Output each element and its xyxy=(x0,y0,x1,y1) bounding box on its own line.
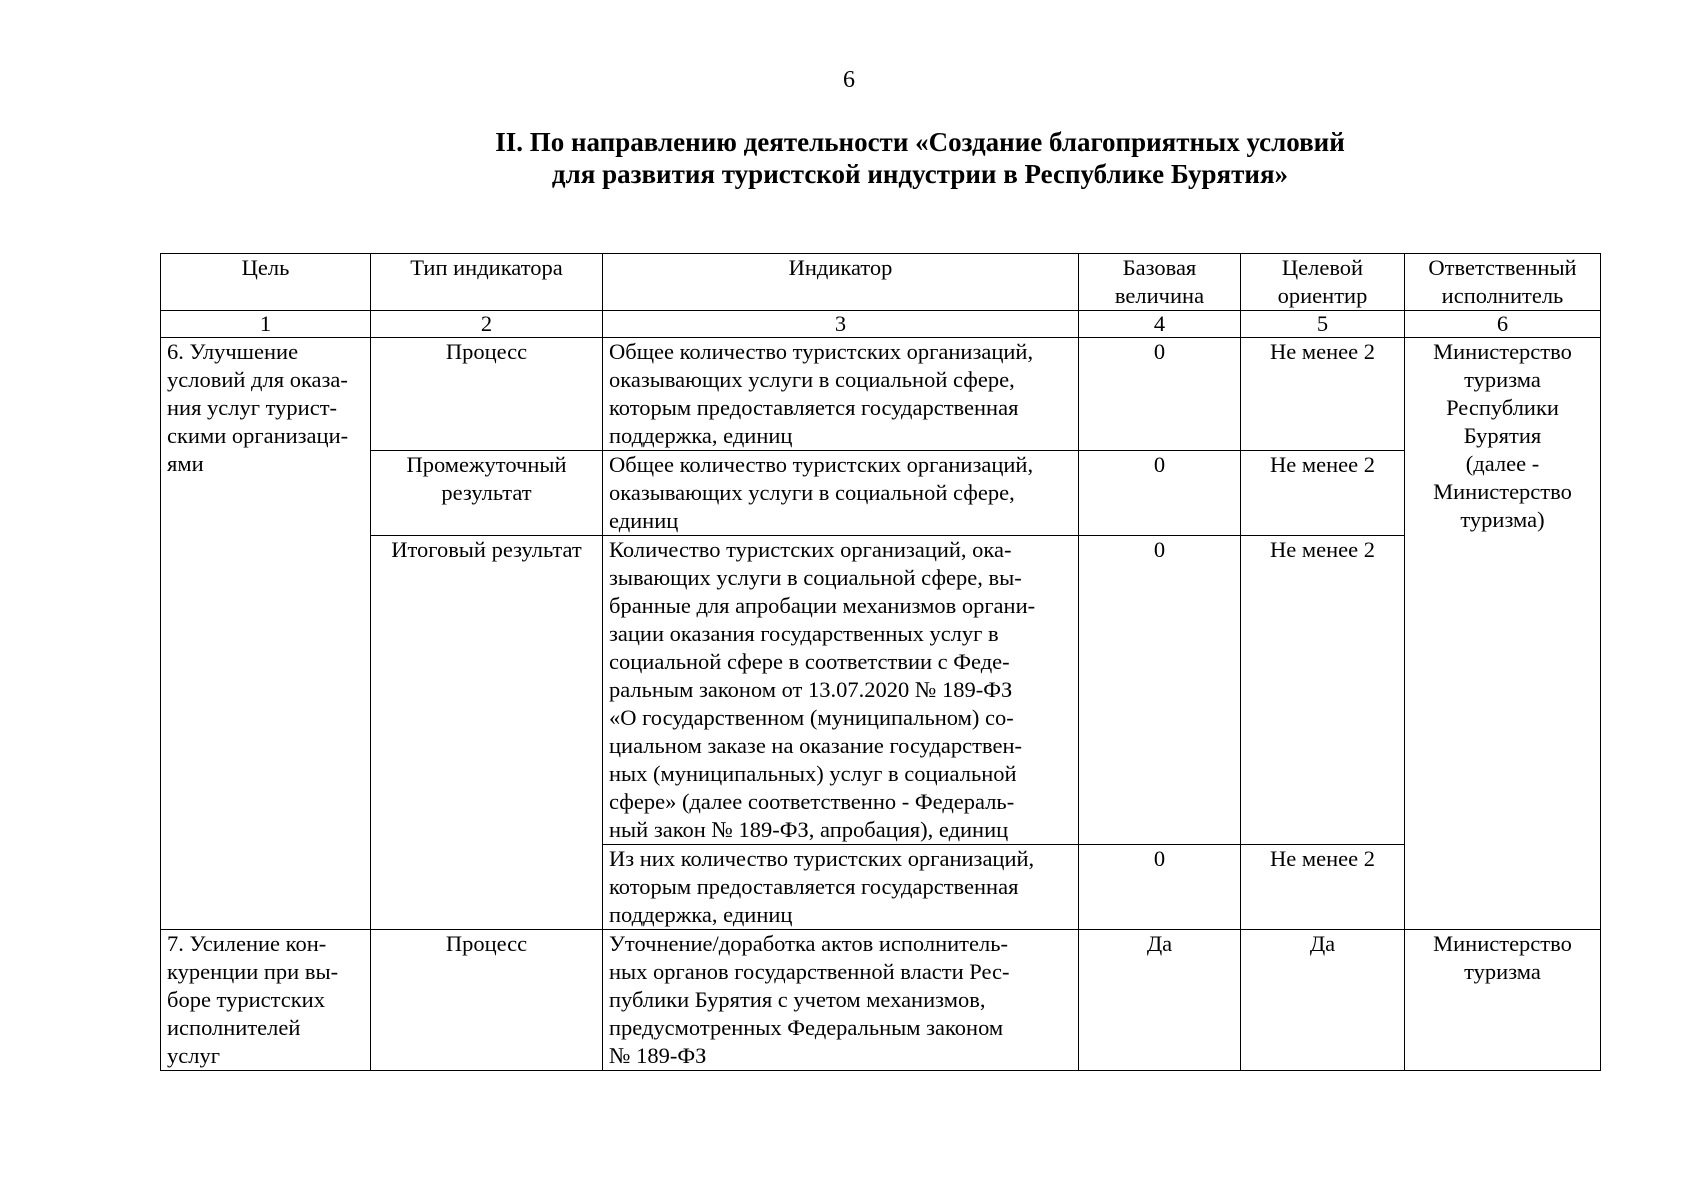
indicator-cell: Из них количество туристских организаций, которым предоставляется государственная поддержка, единиц xyxy=(603,845,1079,930)
target-cell: Не менее 2 xyxy=(1241,451,1405,536)
column-number: 2 xyxy=(371,311,603,338)
responsible-cell: Министерство туризма xyxy=(1405,930,1601,1071)
header-goal: Цель xyxy=(161,254,371,311)
header-target: Целевой ориентир xyxy=(1241,254,1405,311)
indicator-cell: Общее количество туристских организаций, оказывающих услуги в социальной сфере, которым предоставляется государственная поддержка, единиц xyxy=(603,338,1079,451)
target-cell: Да xyxy=(1241,930,1405,1071)
responsible-cell: Министерство туризма Республики Бурятия (далее - Министерство туризма) xyxy=(1405,338,1601,930)
base-value-cell: Да xyxy=(1079,930,1241,1071)
column-number: 1 xyxy=(161,311,371,338)
column-number: 4 xyxy=(1079,311,1241,338)
indicator-cell: Количество туристских организаций, ока- зывающих услуги в социальной сфере, вы- бранные для апробации механизмов органи- зации оказания государственных услуг в социальной сфере в соответствии с Феде- ральным законом от 13.07.2020 № 189-ФЗ «О государственном (муниципальном) со- циальном заказе на оказание государствен- ных (муниципальных) услуг в социальной сфере» (далее соответственно - Федераль- ный закон № 189-ФЗ, апробация), единиц xyxy=(603,536,1079,845)
header-row xyxy=(161,254,1601,311)
header-base-value: Базовая величина xyxy=(1079,254,1241,311)
section-title-line-2: для развития туристской индустрии в Республике Бурятия» xyxy=(551,159,1289,189)
indicator-type-cell: Процесс xyxy=(371,930,603,1071)
column-number: 5 xyxy=(1241,311,1405,338)
indicators-table xyxy=(160,253,1601,1071)
table-row xyxy=(161,451,1601,536)
indicator-cell: Общее количество туристских организаций, оказывающих услуги в социальной сфере, единиц xyxy=(603,451,1079,536)
goal-7-cell: 7. Усиление кон- куренции при вы- боре туристских исполнителей услуг xyxy=(161,930,371,1071)
goal-6-cell: 6. Улучшение условий для оказа- ния услуг турист- скими организаци- ями xyxy=(161,338,371,930)
base-value-cell: 0 xyxy=(1079,536,1241,845)
target-cell: Не менее 2 xyxy=(1241,845,1405,930)
page-number: 6 xyxy=(843,67,855,93)
table-row xyxy=(161,338,1601,451)
indicator-type-cell: Промежуточный результат xyxy=(371,451,603,536)
column-number: 3 xyxy=(603,311,1079,338)
column-number-row xyxy=(161,311,1601,338)
indicator-type-cell: Процесс xyxy=(371,338,603,451)
section-title xyxy=(140,126,1698,190)
target-cell: Не менее 2 xyxy=(1241,536,1405,845)
header-indicator: Индикатор xyxy=(603,254,1079,311)
table-row xyxy=(161,536,1601,845)
header-responsible: Ответственный исполнитель xyxy=(1405,254,1601,311)
target-cell: Не менее 2 xyxy=(1241,338,1405,451)
base-value-cell: 0 xyxy=(1079,845,1241,930)
header-indicator-type: Тип индикатора xyxy=(371,254,603,311)
section-title-line-1: II. По направлению деятельности «Создание благоприятных условий xyxy=(495,127,1345,157)
indicator-type-cell: Итоговый результат xyxy=(371,536,603,930)
indicator-cell: Уточнение/доработка актов исполнитель- ных органов государственной власти Рес- публики Бурятия с учетом механизмов, предусмотренных Федеральным законом № 189-ФЗ xyxy=(603,930,1079,1071)
column-number: 6 xyxy=(1405,311,1601,338)
table-row xyxy=(161,930,1601,1071)
base-value-cell: 0 xyxy=(1079,338,1241,451)
base-value-cell: 0 xyxy=(1079,451,1241,536)
